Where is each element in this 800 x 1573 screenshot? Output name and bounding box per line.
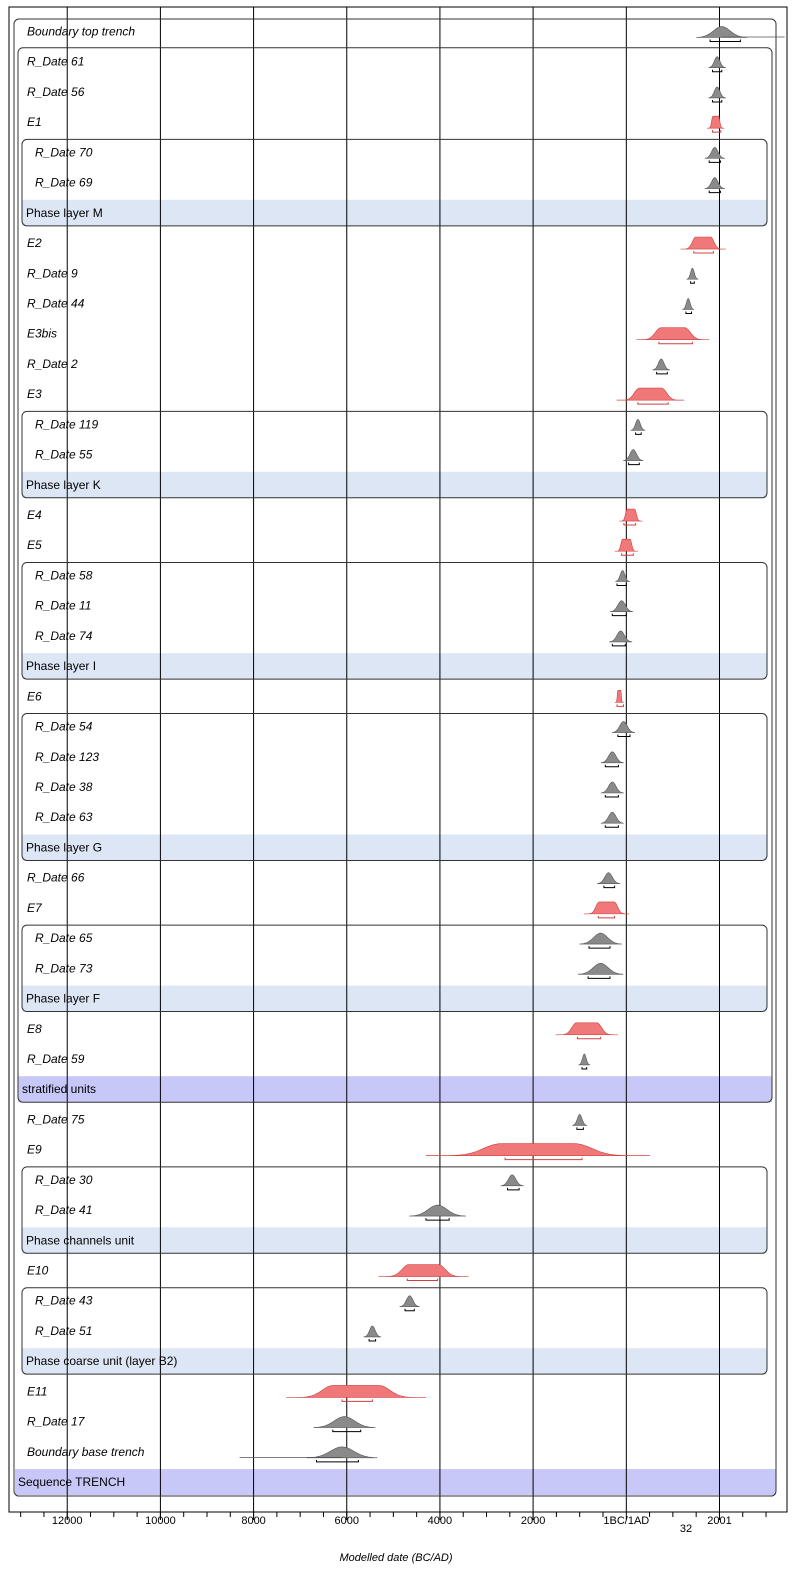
row-label: R_Date 65: [35, 931, 93, 946]
row-label: R_Date 11: [35, 598, 92, 613]
distribution-r-date-51: [364, 1326, 381, 1337]
distribution-e8: [556, 1023, 618, 1035]
range-bracket: [624, 523, 636, 525]
row-label: R_Date 123: [35, 749, 100, 764]
distribution-r-date-74: [610, 631, 632, 642]
row-label: R_Date 70: [35, 145, 93, 160]
row-label: R_Date 17: [27, 1414, 85, 1429]
row-label: Phase coarse unit (layer B2): [26, 1354, 178, 1369]
distribution-r-date-59: [579, 1054, 590, 1065]
distribution-r-date-30: [501, 1175, 523, 1186]
distribution-r-date-2: [653, 359, 670, 370]
x-tick-label: 2001: [707, 1515, 732, 1527]
distribution-r-date-11: [610, 601, 632, 612]
distribution-r-date-58: [616, 571, 630, 582]
range-bracket: [618, 735, 630, 737]
gridlines: [67, 7, 719, 1512]
range-bracket: [577, 1127, 584, 1129]
distribution-e5: [615, 539, 637, 551]
range-bracket: [577, 1037, 600, 1039]
row-label: R_Date 55: [35, 447, 93, 462]
band-phase: [22, 834, 767, 860]
distribution-r-date-65: [580, 933, 622, 944]
row-label: R_Date 54: [35, 719, 93, 734]
range-bracket: [605, 795, 618, 797]
range-bracket: [622, 553, 634, 555]
distribution-e3: [617, 388, 684, 400]
distribution-e10: [379, 1265, 468, 1277]
row-label: R_Date 9: [27, 266, 78, 281]
range-bracket: [713, 100, 722, 102]
range-bracket: [636, 432, 642, 434]
distribution-r-date-66: [597, 873, 619, 884]
distribution-r-date-119: [631, 419, 645, 430]
distribution-e7: [584, 902, 629, 914]
distribution-e3bis: [637, 328, 710, 340]
range-bracket: [369, 1339, 376, 1341]
band-sequence: [15, 1469, 776, 1495]
distribution-r-date-63: [601, 812, 623, 823]
range-bracket: [686, 311, 692, 313]
range-bracket: [604, 886, 615, 888]
range-bracket: [617, 704, 624, 706]
row-label: E1: [27, 115, 42, 130]
row-label: R_Date 2: [27, 356, 78, 371]
range-bracket: [709, 191, 720, 193]
x-tick-label: 8000: [241, 1515, 266, 1527]
distribution-r-date-56: [709, 87, 726, 98]
distribution-r-date-17: [314, 1417, 376, 1428]
row-label: Phase layer M: [26, 205, 103, 220]
distribution-e4: [620, 509, 642, 521]
range-bracket: [691, 281, 695, 283]
range-bracket: [407, 1279, 437, 1281]
distribution-r-date-123: [601, 752, 623, 763]
row-label: stratified units: [22, 1082, 97, 1097]
row-label: Phase layer I: [26, 659, 97, 674]
row-label: E7: [27, 900, 42, 915]
range-bracket: [709, 160, 720, 162]
range-bracket: [405, 1309, 414, 1311]
distribution-e11: [286, 1385, 426, 1397]
range-bracket: [612, 614, 626, 616]
row-labels: [18, 25, 177, 1490]
row-label: Phase layer K: [26, 477, 101, 492]
row-label: Boundary base trench: [27, 1444, 145, 1459]
range-bracket: [710, 40, 740, 42]
row-label: Phase layer F: [26, 991, 101, 1006]
range-bracket: [629, 463, 640, 465]
axis-extra-label: 32: [679, 1523, 693, 1535]
distribution-r-date-9: [687, 268, 698, 279]
row-label: R_Date 73: [35, 961, 93, 976]
row-label: E5: [27, 538, 42, 553]
row-label: Phase channels unit: [26, 1233, 135, 1248]
range-bracket: [582, 1067, 587, 1069]
range-bracket: [426, 1218, 449, 1220]
band-phase: [22, 653, 767, 679]
box-sequence-trench: [14, 19, 776, 1496]
range-bracket: [605, 825, 618, 827]
row-label: E4: [27, 508, 42, 523]
row-label: Sequence TRENCH: [18, 1475, 126, 1490]
distribution-r-date-54: [612, 722, 634, 733]
range-bracket: [713, 70, 722, 72]
row-label: R_Date 38: [35, 780, 93, 794]
row-label: R_Date 75: [27, 1112, 85, 1127]
range-bracket: [659, 342, 693, 344]
distribution-e1: [707, 116, 724, 128]
group-boxes: [14, 19, 776, 1496]
row-label: R_Date 58: [35, 568, 93, 583]
distribution-boundary-top-trench: [697, 27, 747, 38]
row-label: Phase layer G: [26, 840, 103, 855]
plot-frame: [9, 7, 787, 1512]
distribution-e2: [681, 237, 726, 249]
row-label: E3bis: [27, 326, 58, 341]
band-phase: [22, 472, 767, 498]
distribution-e6: [615, 690, 623, 702]
distribution-r-date-70: [705, 147, 725, 158]
row-label: R_Date 59: [27, 1051, 85, 1066]
row-label: R_Date 51: [35, 1323, 93, 1338]
x-tick-label: 6000: [334, 1515, 359, 1527]
range-bracket: [317, 1460, 359, 1462]
row-label: R_Date 41: [35, 1203, 93, 1218]
x-tick-label: 12000: [51, 1515, 83, 1527]
range-bracket: [617, 583, 626, 585]
band-sequence: [18, 1076, 772, 1102]
row-label: R_Date 69: [35, 175, 93, 190]
row-label: E11: [27, 1384, 48, 1399]
range-bracket: [605, 765, 618, 767]
x-axis: [9, 1512, 787, 1527]
range-bracket: [638, 402, 668, 404]
row-label: R_Date 66: [27, 870, 85, 885]
row-label: Boundary top trench: [27, 24, 136, 39]
range-bracket: [588, 976, 610, 978]
x-tick-label: 10000: [145, 1515, 176, 1527]
range-bracket: [505, 1158, 582, 1160]
distribution-r-date-61: [709, 57, 726, 68]
row-label: E6: [27, 689, 42, 704]
range-bracket: [598, 916, 614, 918]
range-bracket: [508, 1188, 520, 1190]
row-label: E9: [27, 1142, 42, 1157]
distribution-r-date-73: [578, 963, 623, 974]
x-tick-label: 4000: [427, 1515, 453, 1527]
row-label: E2: [27, 236, 42, 251]
range-bracket: [612, 644, 625, 646]
row-label: R_Date 30: [35, 1172, 93, 1187]
row-label: R_Date 63: [35, 810, 93, 825]
row-label: R_Date 43: [35, 1293, 93, 1308]
row-label: R_Date 74: [35, 628, 93, 643]
distribution-r-date-41: [410, 1205, 466, 1216]
row-label: E3: [27, 387, 42, 402]
x-tick-label: 2000: [520, 1515, 546, 1527]
row-label: R_Date 119: [35, 417, 99, 432]
distribution-r-date-75: [573, 1114, 587, 1125]
x-tick-label: 1BC/1AD: [603, 1515, 650, 1527]
range-bracket: [589, 946, 610, 948]
distribution-r-date-38: [601, 782, 623, 793]
row-label: E10: [27, 1263, 49, 1278]
distribution-r-date-69: [705, 178, 725, 189]
distribution-e9: [426, 1144, 650, 1156]
distribution-boundary-base-trench: [307, 1447, 377, 1458]
distribution-r-date-44: [683, 299, 694, 310]
row-label: E8: [27, 1021, 42, 1036]
row-label: R_Date 44: [27, 296, 85, 311]
range-bracket: [694, 251, 714, 253]
row-label: R_Date 56: [27, 84, 85, 99]
row-label: R_Date 61: [27, 54, 85, 69]
range-bracket: [657, 372, 668, 374]
distribution-r-date-43: [400, 1296, 420, 1307]
band-phase: [22, 200, 767, 226]
band-phase: [22, 986, 767, 1012]
x-axis-title: Modelled date (BC/AD): [339, 1552, 453, 1564]
